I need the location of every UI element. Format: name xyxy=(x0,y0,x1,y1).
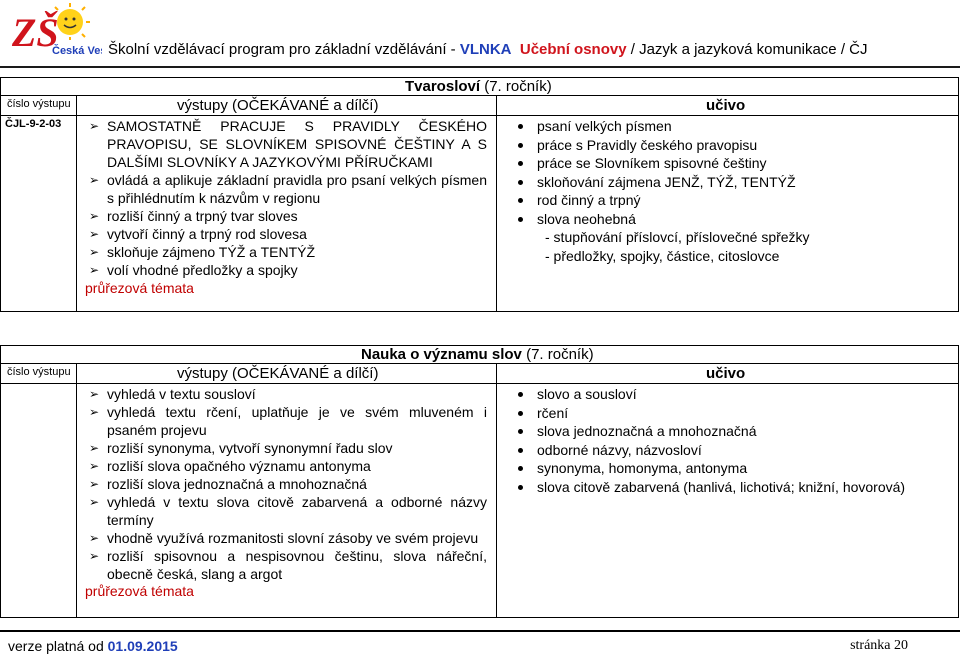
outcomes-list xyxy=(85,117,487,296)
bullet-dot-icon xyxy=(518,448,523,453)
header-osnovy: Učební osnovy xyxy=(519,41,627,58)
curriculum-list xyxy=(509,385,959,496)
curriculum-subitem: - stupňování příslovcí, příslovečné spřežky xyxy=(545,229,810,245)
curriculum-item: slova citově zabarvená (hanlivá, lichotivá; knižní, hovorová) xyxy=(509,478,959,497)
outcomes-list xyxy=(85,385,487,599)
arrow-bullet-icon: ➢ xyxy=(89,119,100,133)
bullet-dot-icon xyxy=(518,411,523,416)
table-title-row xyxy=(1,346,958,364)
table-title: Nauka o významu slov (7. ročník) xyxy=(361,346,594,363)
arrow-bullet-icon: ➢ xyxy=(89,405,100,419)
curriculum-item: rčení xyxy=(509,404,959,423)
outcome-item: ➢ rozliší spisovnou a nespisovnou češtinu, slova nářeční, obecně česká, slang a argot xyxy=(89,548,487,582)
bullet-dot-icon xyxy=(518,217,523,222)
page-number: stránka 20 xyxy=(850,638,908,653)
header-path: / Jazyk a jazyková komunikace / ČJ xyxy=(626,41,868,58)
outcome-item: ➢ rozliší slova opačného významu antonyma xyxy=(89,458,371,474)
column-header-row xyxy=(1,96,958,116)
outcome-code: ČJL-9-2-03 xyxy=(5,118,62,130)
col-code-header: číslo výstupu xyxy=(7,98,71,110)
bullet-dot-icon xyxy=(518,429,523,434)
column-header-row xyxy=(1,364,958,384)
arrow-bullet-icon: ➢ xyxy=(89,227,100,241)
table-title: Tvarosloví (7. ročník) xyxy=(405,78,552,95)
arrow-bullet-icon: ➢ xyxy=(89,441,100,455)
col-curriculum-header: učivo xyxy=(706,97,746,114)
outcome-item: ➢ vytvoří činný a trpný rod slovesa xyxy=(89,226,307,242)
header-vlnka: VLNKA xyxy=(459,41,512,58)
arrow-bullet-icon: ➢ xyxy=(89,477,100,491)
table-tvaroslovi xyxy=(0,77,959,312)
page-header xyxy=(108,41,868,58)
arrow-bullet-icon: ➢ xyxy=(89,209,100,223)
arrow-bullet-icon: ➢ xyxy=(89,549,100,563)
version-date: 01.09.2015 xyxy=(107,638,178,654)
svg-text:Česká Ves: Česká Ves xyxy=(52,45,102,57)
outcome-item: ➢ volí vhodné předložky a spojky xyxy=(89,262,298,278)
outcome-item: ➢ vyhledá v textu slova citově zabarvená a odborné názvy termíny xyxy=(89,494,487,528)
arrow-bullet-icon: ➢ xyxy=(89,173,100,187)
arrow-bullet-icon: ➢ xyxy=(89,531,100,545)
header-divider xyxy=(0,66,960,68)
curriculum-item: rod činný a trpný xyxy=(509,191,949,210)
cross-topics-label: průřezová témata xyxy=(85,583,194,599)
outcome-item: ➢ vyhledá v textu sousloví xyxy=(89,386,256,402)
bullet-dot-icon xyxy=(518,466,523,471)
curriculum-item: práce s Pravidly českého pravopisu xyxy=(509,136,949,155)
cross-topics-label: průřezová témata xyxy=(85,280,194,296)
column-divider xyxy=(496,96,497,311)
outcome-item: ➢ skloňuje zájmeno TÝŽ a TENTÝŽ xyxy=(89,244,316,260)
table-title-row xyxy=(1,78,958,96)
curriculum-item: psaní velkých písmen xyxy=(509,117,949,136)
col-code-header: číslo výstupu xyxy=(7,366,71,378)
sun-icon xyxy=(55,3,90,40)
footer-divider xyxy=(0,630,960,632)
curriculum-item: práce se Slovníkem spisovné češtiny xyxy=(509,154,949,173)
arrow-bullet-icon: ➢ xyxy=(89,495,100,509)
outcome-item: ➢ vyhledá textu rčení, uplatňuje je ve svém mluveném i psaném projevu xyxy=(89,404,487,438)
outcome-item: ➢ ovládá a aplikuje základní pravidla pro psaní velkých písmen s přihlédnutím k názvům v regionu xyxy=(89,172,487,206)
arrow-bullet-icon: ➢ xyxy=(89,263,100,277)
outcome-item: ➢ rozliší činný a trpný tvar sloves xyxy=(89,208,298,224)
outcome-item: ➢ SAMOSTATNĚ PRACUJE S PRAVIDLY ČESKÉHO PRAVOPISU, SE SLOVNÍKEM SPISOVNÉ ČEŠTINY A S DALŠÍMI SLOVNÍKY A JAZYKOVÝMI PŘÍRUČKAMI xyxy=(89,118,487,170)
bullet-dot-icon xyxy=(518,198,523,203)
bullet-dot-icon xyxy=(518,161,523,166)
outcome-item: ➢ rozliší slova jednoznačná a mnohoznačná xyxy=(89,476,367,492)
curriculum-item: slova neohebná xyxy=(509,210,949,229)
outcome-item: ➢ rozliší synonyma, vytvoří synonymní řadu slov xyxy=(89,440,393,456)
footer-version: verze platná od 01.09.2015 xyxy=(8,638,178,654)
col-curriculum-header: učivo xyxy=(706,365,746,382)
curriculum-item: synonyma, homonyma, antonyma xyxy=(509,459,959,478)
column-divider xyxy=(76,364,77,617)
arrow-bullet-icon: ➢ xyxy=(89,459,100,473)
arrow-bullet-icon: ➢ xyxy=(89,245,100,259)
curriculum-item: slova jednoznačná a mnohoznačná xyxy=(509,422,959,441)
bullet-dot-icon xyxy=(518,180,523,185)
school-logo xyxy=(10,2,102,60)
bullet-dot-icon xyxy=(518,392,523,397)
col-outcomes-header: výstupy (OČEKÁVANÉ a dílčí) xyxy=(177,365,379,382)
bullet-dot-icon xyxy=(518,143,523,148)
column-divider xyxy=(496,364,497,617)
curriculum-item: skloňování zájmena JENŽ, TÝŽ, TENTÝŽ xyxy=(509,173,949,192)
header-prefix: Školní vzdělávací program pro základní vzdělávání - xyxy=(108,41,460,58)
curriculum-list xyxy=(509,117,949,265)
curriculum-item: slovo a sousloví xyxy=(509,385,959,404)
curriculum-item: odborné názvy, názvosloví xyxy=(509,441,959,460)
table-nauka-o-vyznamu xyxy=(0,345,959,618)
column-divider xyxy=(76,96,77,311)
curriculum-subitem: - předložky, spojky, částice, citoslovce xyxy=(545,247,780,264)
arrow-bullet-icon: ➢ xyxy=(89,387,100,401)
svg-text:ZŠ: ZŠ xyxy=(12,10,59,55)
bullet-dot-icon xyxy=(518,485,523,490)
bullet-dot-icon xyxy=(518,124,523,129)
outcome-item: ➢ vhodně využívá rozmanitosti slovní zásoby ve svém projevu xyxy=(89,530,479,546)
col-outcomes-header: výstupy (OČEKÁVANÉ a dílčí) xyxy=(177,97,379,114)
